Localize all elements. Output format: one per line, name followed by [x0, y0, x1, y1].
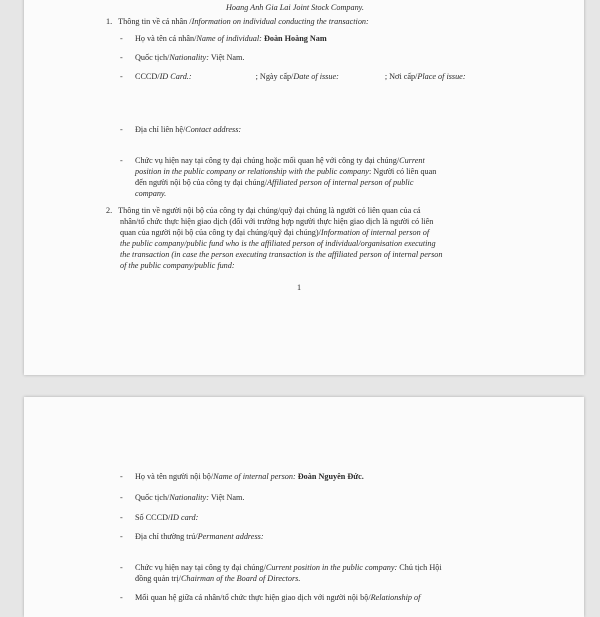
internal-position-line-1-en: Current position in the public company:	[265, 563, 398, 572]
individual-name-value: Đoàn Hoàng Nam	[263, 34, 327, 43]
relationship-label-vi: Mối quan hệ giữa cá nhân/tổ chức thực hiện giao dịch với người nội bộ/	[135, 593, 371, 602]
section-2-line-2: nhân/tổ chức thực hiện giao dịch (đối với trường hợp người thực hiện giao dịch là người có liên	[120, 217, 434, 226]
date-of-issue-label-en: Date of issue:	[293, 72, 339, 81]
bullet-dash: -	[120, 563, 123, 572]
section-1-heading	[106, 16, 369, 27]
internal-id-card-row	[135, 512, 198, 523]
relationship-row	[135, 592, 420, 603]
section-2-line-3	[120, 227, 429, 238]
company-line: Hoang Anh Gia Lai Joint Stock Company.	[226, 3, 364, 12]
section-2-line-6: of the public company/public fund:	[120, 261, 235, 270]
individual-name-row	[135, 33, 327, 44]
section-2-line-5: the transaction (in case the person executing transaction is the affiliated person of internal person	[120, 250, 443, 259]
bullet-dash: -	[120, 34, 123, 43]
section-2-line-1	[106, 205, 421, 216]
id-card-row	[135, 71, 466, 82]
place-of-issue-label-en: Place of issue:	[417, 72, 466, 81]
contact-address-label-en: Contact address:	[185, 125, 242, 134]
section-2-line-3-en: Information of internal person of	[320, 228, 430, 237]
position-line-1	[135, 155, 425, 166]
internal-position-line-1	[135, 562, 442, 573]
bullet-dash: -	[120, 53, 123, 62]
permanent-address-label-en: Permanent address:	[197, 532, 264, 541]
section-1-heading-en: Information on individual conducting the transaction:	[191, 17, 369, 26]
bullet-dash: -	[120, 472, 123, 481]
position-line-3-vi: đến người nội bộ của công ty đại chúng/	[135, 178, 268, 187]
permanent-address-label-vi: Địa chỉ thường trú/	[135, 532, 198, 541]
id-card-label-vi: CCCD/	[135, 72, 160, 81]
place-of-issue-label-vi: ; Nơi cấp/	[384, 72, 418, 81]
nationality-value: Việt Nam.	[210, 53, 245, 62]
section-2-line-3-vi: quan của người nội bộ của công ty đại chúng/quỹ đại chúng)/	[120, 228, 321, 237]
bullet-dash: -	[120, 593, 123, 602]
internal-position-line-1-vi: Chức vụ hiện nay tại công ty đại chúng/	[135, 563, 266, 572]
bullet-dash: -	[120, 156, 123, 165]
date-of-issue-label-vi: ; Ngày cấp/	[255, 72, 294, 81]
position-line-2	[135, 166, 436, 177]
contact-address-row	[135, 124, 241, 135]
nationality-label-en: Nationality:	[169, 53, 209, 62]
internal-nationality-value: Việt Nam.	[210, 493, 245, 502]
section-1-number: 1.	[106, 17, 113, 26]
position-line-3-en: Affiliated person of internal person of public	[267, 178, 414, 187]
internal-position-line-2	[135, 573, 300, 584]
section-2-number: 2.	[106, 206, 113, 215]
individual-name-label-vi: Họ và tên cá nhân/	[135, 34, 197, 43]
contact-address-label-vi: Địa chỉ liên hệ/	[135, 125, 186, 134]
internal-nationality-row	[135, 492, 244, 503]
position-line-1-en: Current	[399, 156, 425, 165]
internal-person-name-label-vi: Họ và tên người nội bộ/	[135, 472, 214, 481]
permanent-address-row	[135, 531, 264, 542]
bullet-dash: -	[120, 493, 123, 502]
internal-position-value: Chủ tịch Hội	[399, 563, 442, 572]
bullet-dash: -	[120, 513, 123, 522]
id-card-label-en: ID Card.:	[159, 72, 192, 81]
page-number: 1	[297, 283, 302, 292]
relationship-label-en: Relationship of	[370, 593, 421, 602]
bullet-dash: -	[120, 532, 123, 541]
section-2-line-1-text: Thông tin về người nội bộ của công ty đại chúng/quỹ đại chúng là người có liên quan của cá	[118, 206, 421, 215]
internal-person-name-label-en: Name of internal person:	[213, 472, 296, 481]
position-line-4: company.	[135, 189, 167, 198]
internal-nationality-label-vi: Quốc tịch/	[135, 493, 170, 502]
document-page-2	[24, 397, 584, 617]
individual-name-label-en: Name of individual:	[196, 34, 262, 43]
internal-id-card-label-vi: Số CCCD/	[135, 513, 171, 522]
section-2-line-4: the public company/public fund who is the affiliated person of individual/organisation executing	[120, 239, 436, 248]
position-line-3	[135, 177, 413, 188]
nationality-label-vi: Quốc tịch/	[135, 53, 170, 62]
bullet-dash: -	[120, 125, 123, 134]
nationality-row	[135, 52, 244, 63]
document-page-1	[24, 0, 584, 375]
position-line-2-en: position in the public company or relationship with the public company	[135, 167, 369, 176]
internal-person-name-value: Đoàn Nguyên Đức.	[297, 472, 364, 481]
internal-person-name-row	[135, 471, 364, 482]
internal-position-line-2-vi: đồng quản trị/	[135, 574, 181, 583]
position-line-1-vi: Chức vụ hiện nay tại công ty đại chúng hoặc mối quan hệ với công ty đại chúng/	[135, 156, 400, 165]
section-1-heading-vi: Thông tin về cá nhân /	[118, 17, 192, 26]
internal-position-line-2-en: Chairman of the Board of Directors.	[180, 574, 301, 583]
internal-nationality-label-en: Nationality:	[169, 493, 209, 502]
position-line-2-vi: : Người có liên quan	[368, 167, 437, 176]
internal-id-card-label-en: ID card:	[170, 513, 199, 522]
bullet-dash: -	[120, 72, 123, 81]
